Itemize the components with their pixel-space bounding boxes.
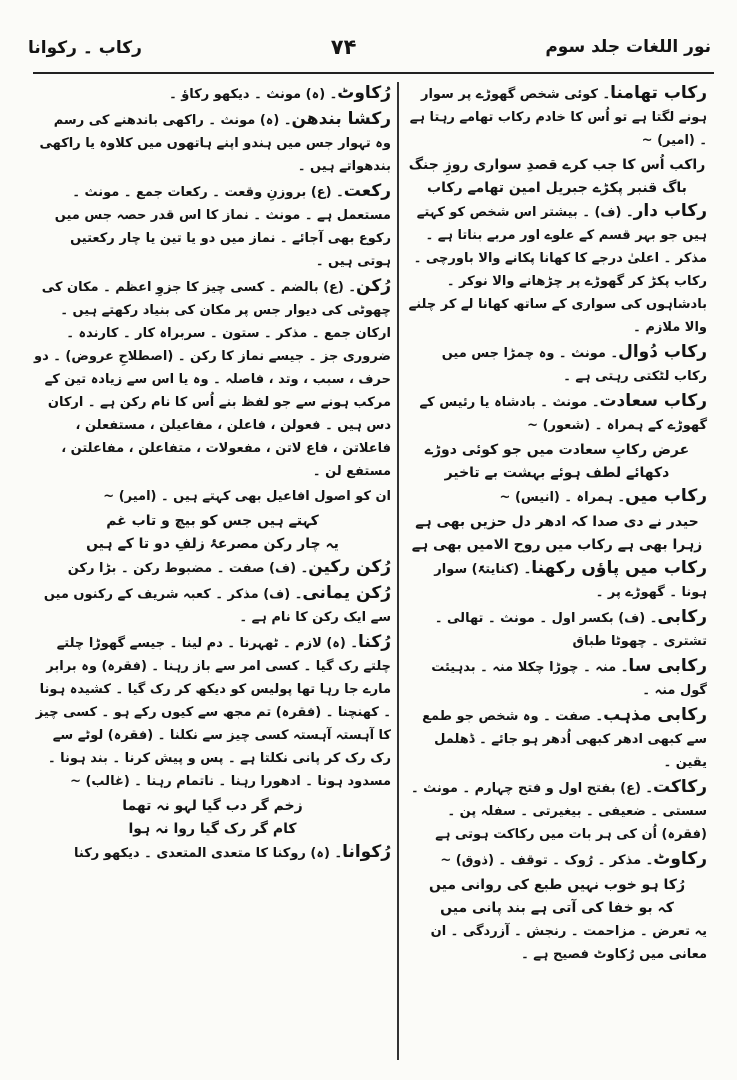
headword: رُکنا [358,632,391,652]
verse-line: کہ بو خفا کی آتی ہے بند پانی میں [440,900,674,916]
definition-text: ۔ مذکر ۔ رُوک ۔ توقف ۔ (ذوق) ~ [440,853,654,868]
headword: رکشا بندھن [291,109,391,129]
headword: رُکن رکین [308,557,391,577]
definition-text: ۔ منہ ۔ چوڑا چکلا منہ ۔ بدہیئت گول منہ ۔ [431,660,707,698]
verse-line: یہ چار رکن مصرعۂ زلفِ دو تا کے ہیں [86,536,339,552]
definition-text: ۔ (ع) بالضم ۔ کسی چیز کا جزوِ اعظم ۔ مکان کی چھوٹی کی دیوار جس پر مکان کی بنیاد رکھتے ہیں ۔ ارکان جمع ۔ مذکر ۔ ستون ۔ سربراہ کار ۔ کارندہ ۔ ضروری جز ۔ جیسے نماز کا رکن ۔ (اصطلاحِ عروض) ۔ دو حرف ، سبب ، وتد ، فاصلہ ۔ وہ یا اس سے زیادہ تین کے مرکب ہونے سے جو لفظ بنے اُس کا نام رکن ہے ۔ ارکان دس ہیں ۔ فعولن ، فاعلن ، مفاعیلن ، مستفعلن ، فاعلاتن ، فاع لاتن ، مفعولات ، متفاعلن ، مفاعلتن ، مستفع لن ۔ [34,280,391,479]
definition-text: ۔ (ہ) مونث ۔ راکھی باندھنے کی رسم وہ تہوار جس میں ہندو اپنے ہاتھوں میں کلاوہ یا راکھی بندھواتے ہیں ۔ [39,113,391,174]
headword: رکاب دار [633,201,707,221]
headword: رکاب تھامنا [610,83,707,103]
dictionary-entry [34,275,391,483]
verse-line: باگ قنبر پکڑے جبریل امین تھامے رکاب [427,180,687,196]
dictionary-entry [407,485,707,509]
dictionary-entry [407,704,707,774]
headword: رکاب میں پاؤں رکھنا [531,558,707,578]
headword: رکاب سعادت [599,391,707,411]
headword: رکاب میں [625,486,707,506]
dictionary-entry [407,82,707,152]
verse-line: زخم گر دب گیا لہو نہ تھما [122,798,303,814]
verse-line: دکھائے لطف ہوئے بہشت بے تاخیر [444,465,670,481]
verse-line: کام گر رک گیا روا نہ ہوا [128,821,297,837]
headword: رکاکت [653,777,707,797]
definition-text: یہ تعرض ۔ مزاحمت ۔ رنجش ۔ آزردگی ۔ ان معانی میں رُکاوٹ فصیح ہے ۔ [430,924,707,962]
dictionary-entry [407,557,707,604]
headword: رکاب دُوال [618,342,707,362]
definition-text: ۔ (ف) ۔ بیشتر اس شخص کو کہتے ہیں جو بہر قسم کے علوے اور مربے بناتا ہے ۔ مذکر ۔ اعلیٰ درجے کا کھانا پکانے والا باورچی ۔ رکاب پکڑ کر گھوڑے پر چڑھانے والا نوکر ۔ بادشاہوں کی سواری کے ساتھ کھانا لے کر چلنے والا ملازم ۔ [408,205,707,335]
dictionary-entry [34,582,391,629]
left-column [34,82,391,867]
definition-text: ۔ (ف) صفت ۔ مضبوط رکن ۔ بڑا رکن [67,561,309,576]
definition-text: ۔ مونث ۔ وہ چمڑا جس میں رکاب لٹکتی رہتی ہے ۔ [441,346,707,384]
dictionary-entry [407,776,707,846]
definition-text: ۔ (ہ) لازم ۔ ٹھہرنا ۔ دم لینا ۔ جیسے گھوڑا چلتے چلتے رک گیا ۔ کسی امر سے باز رہنا ۔ (فقرہ) وہ برابر مارے جا رہا تھا پولیس کو دیکھ کر رک گیا ۔ کشیدہ ہونا ۔ کھنچنا ۔ (فقرہ) تم مجھ سے کیوں رکے ہو ۔ کسی چیز کا آہستہ آہستہ کسی چیز سے نکلنا ۔ (فقرہ) لوٹے سے رک رک کر پانی نکلتا ہے ۔ پس و پیش کرنا ۔ بند ہونا ۔ مسدود ہونا ۔ ادھورا رہنا ۔ ناتمام رہنا ۔ (غالب) ~ [35,636,391,789]
verse-line: زہرا بھی ہے رکاب میں روح الامیں بھی ہے [411,537,703,553]
right-column [407,82,707,968]
dictionary-entry [407,390,707,437]
definition-text: ۔ (کنایتہً) سوار ہونا ۔ گھوڑے پر ۔ [434,562,707,600]
definition-text: ۔ (ع) بروزنِ وقعت ۔ رکعات جمع ۔ مونث ۔ مستعمل ہے ۔ مونث ۔ نماز کا اس قدر حصہ جس میں رکوع بھی آجائے ۔ نماز میں دو یا تین یا چار رکعتیں ہوتی ہیں ۔ [54,185,391,269]
book-title: نور اللغات جلد سوم [545,37,711,57]
page-number: ۷۴ [330,35,357,59]
definition-text: ان کو اصول افاعیل بھی کہتے ہیں ۔ (امیر) ~ [103,489,391,504]
headword: رکاوٹ [653,849,707,869]
dictionary-entry [34,556,391,580]
dictionary-entry [407,848,707,872]
verse-line: عرض رکابِ سعادت میں جو کوئی دوڑے [424,442,690,458]
guide-words: رکاب ۔ رکوانا [28,37,142,58]
verse-line: رُکا ہو خوب نہیں طبع کی روانی میں [429,877,685,893]
definition-text: ۔ (ہ) روکنا کا متعدی المتعدی ۔ دیکھو رکنا [74,846,343,861]
definition-text: ۔ ہمراہ ۔ (انیس) ~ [499,490,626,505]
column-divider [397,82,399,1060]
dictionary-entry [34,631,391,793]
headword: رکعت [343,181,391,201]
dictionary-entry [407,655,707,702]
headword: رُکن یمانی [302,583,391,603]
verse-line: کہتے ہیں جس کو بیچ و تاب غم [106,513,319,529]
definition-text: ۔ کوئی شخص گھوڑے پر سوار ہونے لگتا ہے تو اُس کا خادم رکاب تھامے رہتا ہے ۔ (امیر) ~ [409,87,707,148]
dictionary-entry [407,341,707,388]
headword: رکابی [657,607,707,627]
dictionary-entry [407,920,707,966]
dictionary-entry [407,606,707,653]
dictionary-entry [34,485,391,508]
dictionary-entry [34,82,391,106]
verse-line: راکب اُس کا جب کرے قصدِ سواری روزِ جنگ [408,157,706,173]
definition-text: ۔ (ف) بکسر اول ۔ مونث ۔ تھالی ۔ تشتری ۔ چھوٹا طباق [434,611,707,649]
definition-text: ۔ صفت ۔ وہ شخص جو طمع سے کبھی ادھر کبھی اُدھر ہو جائے ۔ ڈھلمل یقین ۔ [422,709,707,770]
headword: رُکن [356,276,391,296]
header-rule [33,72,714,74]
dictionary-entry [34,841,391,865]
dictionary-entry [34,108,391,178]
headword: رُکاوٹ [337,83,391,103]
page-header [28,26,711,68]
dictionary-entry [407,200,707,339]
dictionary-entry [34,180,391,273]
headword: رکابی مذہب [603,705,707,725]
headword: رُکوانا [342,842,391,862]
definition-text: ۔ مونث ۔ بادشاہ یا رئیس کے گھوڑے کے ہمراہ ۔ (شعور) ~ [419,395,707,433]
definition-text: ۔ (ہ) مونث ۔ دیکھو رکاؤ ۔ [169,87,338,102]
definition-text: ۔ (ف) مذکر ۔ کعبہ شریف کے رکنوں میں سے ایک رکن کا نام ہے ۔ [43,587,391,625]
verse-line: حیدر نے دی صدا کہ ادھر دل حزیں بھی ہے [415,514,699,530]
definition-text: ۔ (ع) بفتح اول و فتح چہارم ۔ مونث ۔ سستی ۔ ضعیفی ۔ بیغیرتی ۔ سفلہ پن ۔ (فقرہ) اُن کی ہر بات میں رکاکت ہوتی ہے [410,781,707,842]
headword: رکابی سا [628,656,707,676]
